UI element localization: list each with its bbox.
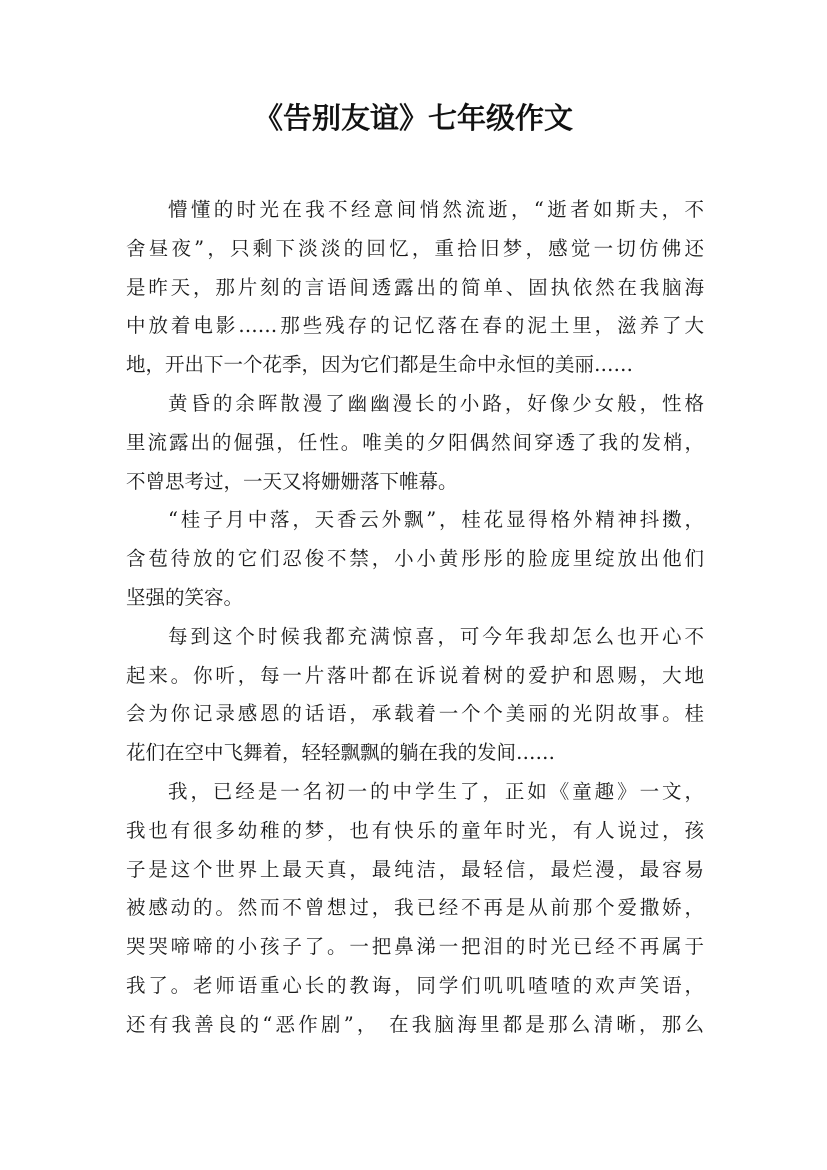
paragraph-5-line-7: 还有我善良的“恶作剧”， 在我脑海里都是那么清晰，那么: [126, 1012, 704, 1036]
document-title: 《告别友谊》七年级作文: [253, 101, 573, 135]
paragraph-1-line-3: 是昨天，那片刻的言语间透露出的简单、固执依然在我脑海: [126, 275, 704, 299]
paragraph-5-line-6: 我了。老师语重心长的教诲，同学们叽叽喳喳的欢声笑语，: [126, 973, 704, 997]
paragraph-3-line-2: 含苞待放的它们忍俊不禁，小小黄彤彤的脸庞里绽放出他们: [126, 547, 704, 571]
paragraph-4-line-3: 会为你记录感恩的话语，承载着一个个美丽的光阴故事。桂: [126, 702, 704, 726]
paragraph-4-line-4: 花们在空中飞舞着，轻轻飘飘的躺在我的发间……: [126, 741, 556, 765]
paragraph-3-line-1: “桂子月中落，天香云外飘”，桂花显得格外精神抖擞，: [168, 508, 704, 532]
paragraph-2-line-3: 不曾思考过，一天又将姗姗落下帷幕。: [126, 469, 458, 493]
paragraph-1-line-5: 地，开出下一个花季，因为它们都是生命中永恒的美丽……: [126, 353, 634, 377]
paragraph-2-line-1: 黄昏的余晖散漫了幽幽漫长的小路，好像少女般，性格: [168, 391, 704, 415]
paragraph-5-line-2: 我也有很多幼稚的梦，也有快乐的童年时光，有人说过，孩: [126, 818, 704, 842]
paragraph-1-line-2: 舍昼夜”，只剩下淡淡的回忆，重拾旧梦，感觉一切仿佛还: [126, 236, 704, 260]
paragraph-4-line-1: 每到这个时候我都充满惊喜，可今年我却怎么也开心不: [168, 624, 704, 648]
paragraph-1-line-4: 中放着电影……那些残存的记忆落在春的泥土里，滋养了大: [126, 314, 704, 338]
paragraph-5-line-3: 子是这个世界上最天真，最纯洁，最轻信，最烂漫，最容易: [126, 857, 704, 881]
paragraph-5-line-4: 被感动的。然而不曾想过，我已经不再是从前那个爱撒娇，: [126, 896, 704, 920]
paragraph-1-line-1: 懵懂的时光在我不经意间悄然流逝，“逝者如斯夫，不: [168, 198, 704, 221]
paragraph-2-line-2: 里流露出的倔强，任性。唯美的夕阳偶然间穿透了我的发梢，: [126, 430, 704, 454]
paragraph-3-line-3: 坚强的笑容。: [126, 585, 244, 609]
document-body: [126, 191, 704, 1045]
paragraph-5-line-1: 我，已经是一名初一的中学生了，正如《童趣》一文，: [168, 779, 704, 803]
paragraph-5-line-5: 哭哭啼啼的小孩子了。一把鼻涕一把泪的时光已经不再属于: [126, 935, 704, 959]
paragraph-4-line-2: 起来。你听，每一片落叶都在诉说着树的爱护和恩赐，大地: [126, 663, 704, 687]
